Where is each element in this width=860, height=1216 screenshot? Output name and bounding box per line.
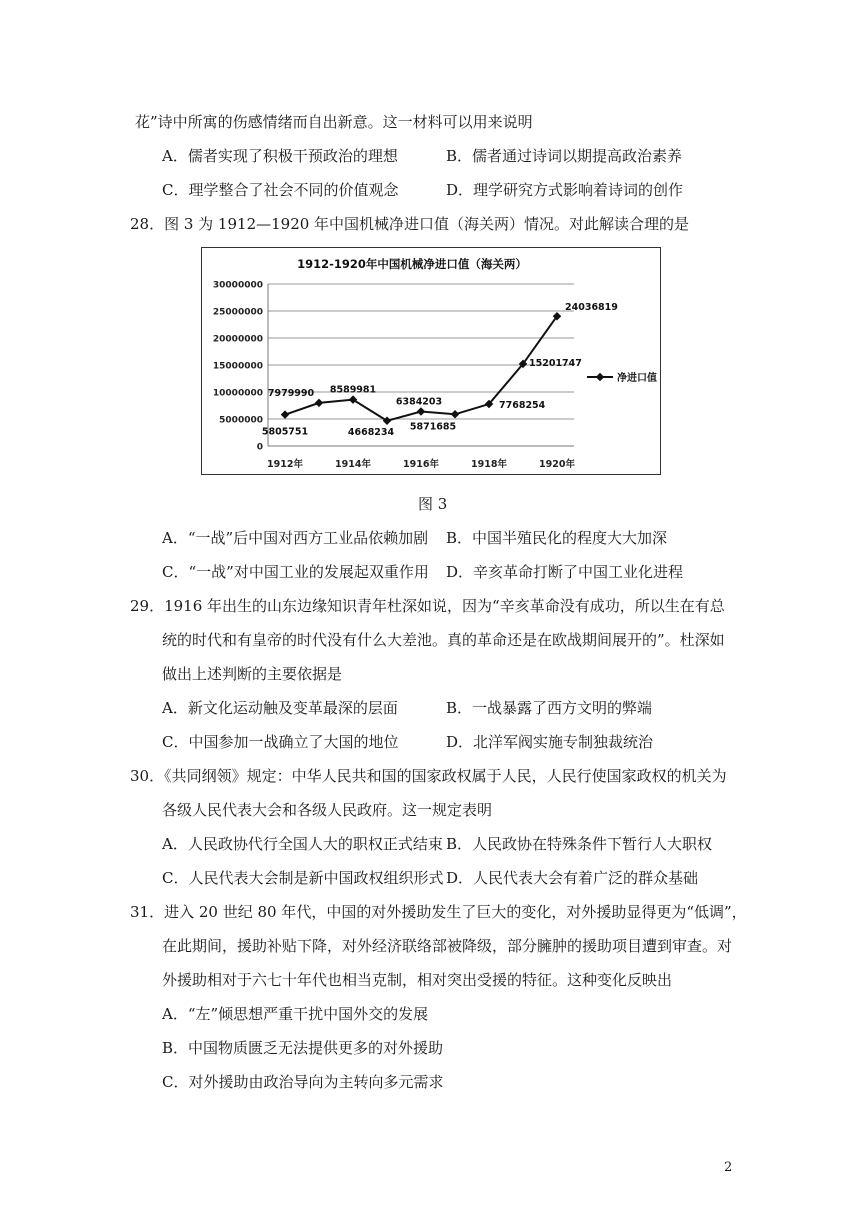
x-tick-label: 1918年	[471, 459, 507, 470]
q29-option-d[interactable]: D．北洋军阀实施专制独裁统治	[446, 733, 654, 751]
q27-option-d[interactable]: D．理学研究方式影响着诗词的创作	[446, 181, 684, 199]
data-label: 8589981	[329, 384, 377, 396]
q31-stem-line-3: 外援助相对于六七十年代也相当克制，相对突出受援的特征。这种变化反映出	[162, 971, 673, 989]
legend-label: 净进口值	[617, 373, 657, 384]
q28-option-d[interactable]: D．辛亥革命打断了中国工业化进程	[446, 563, 684, 581]
q29-option-b[interactable]: B．一战暴露了西方文明的弊端	[446, 699, 653, 717]
x-tick-label: 1916年	[403, 459, 439, 470]
q31-option-b[interactable]: B．中国物质匮乏无法提供更多的对外援助	[162, 1039, 444, 1057]
y-tick-label: 20000000	[212, 334, 263, 345]
data-point	[315, 399, 323, 407]
q27-stem-tail: 花”诗中所寓的伤感情绪而自出新意。这一材料可以用来说明	[135, 113, 533, 131]
page-number: 2	[724, 1160, 733, 1175]
q28-stem: 28．图 3 为 1912—1920 年中国机械净进口值（海关两）情况。对此解读合理的是	[130, 215, 690, 233]
y-tick-label: 0	[256, 442, 263, 453]
y-tick-label: 25000000	[212, 307, 263, 318]
q30-stem-line-2: 各级人民代表大会和各级人民政府。这一规定表明	[162, 801, 493, 819]
figure-caption: 图 3	[418, 495, 448, 513]
legend-marker	[596, 373, 604, 381]
q30-option-d[interactable]: D．人民代表大会有着广泛的群众基础	[446, 869, 699, 887]
q28-option-a[interactable]: A．“一战”后中国对西方工业品依赖加剧	[162, 529, 429, 547]
data-point	[281, 410, 289, 418]
q30-stem-line-1: 30．《共同纲领》规定：中华人民共和国的国家政权属于人民，人民行使国家政权的机关为	[130, 767, 727, 785]
y-tick-label: 5000000	[219, 415, 263, 426]
y-tick-label: 15000000	[212, 361, 263, 372]
data-label: 5871685	[409, 421, 457, 433]
y-tick-label: 10000000	[212, 388, 263, 399]
x-tick-label: 1920年	[539, 459, 575, 470]
q31-option-a[interactable]: A．“左”倾思想严重干扰中国外交的发展	[162, 1005, 429, 1023]
y-tick-label: 30000000	[212, 280, 263, 291]
x-tick-label: 1914年	[335, 459, 371, 470]
data-label: 7979990	[267, 387, 315, 399]
figure-3-chart	[201, 247, 661, 475]
q31-stem-line-1: 31．进入 20 世纪 80 年代，中国的对外援助发生了巨大的变化，对外援助显得更为“低调”，	[130, 903, 747, 921]
data-label: 7768254	[499, 400, 546, 412]
chart-title: 1912-1920年中国机械净进口值（海关两）	[297, 257, 527, 271]
chart-svg	[202, 248, 662, 476]
q29-stem-line-3: 做出上述判断的主要依据是	[162, 665, 343, 683]
q29-stem-line-2: 统的时代和有皇帝的时代没有什么大差池。真的革命还是在欧战期间展开的”。杜深如	[162, 631, 725, 649]
q30-option-b[interactable]: B．人民政协在特殊条件下暂行人大职权	[446, 835, 713, 853]
data-label: 4668234	[347, 426, 395, 438]
data-label: 5805751	[261, 426, 309, 438]
q27-option-b[interactable]: B．儒者通过诗词以期提高政治素养	[446, 147, 683, 165]
data-point	[417, 407, 425, 415]
q29-stem-line-1: 29．1916 年出生的山东边缘知识青年杜深如说，因为“辛亥革命没有成功，所以生在有总	[130, 597, 725, 615]
data-label: 15201747	[529, 357, 582, 369]
q27-option-a[interactable]: A．儒者实现了积极干预政治的理想	[162, 147, 398, 165]
x-tick-label: 1912年	[267, 459, 303, 470]
q31-option-c[interactable]: C．对外援助由政治导向为主转向多元需求	[162, 1073, 444, 1091]
q30-option-c[interactable]: C．人民代表大会制是新中国政权组织形式	[162, 869, 444, 887]
q29-option-c[interactable]: C．中国参加一战确立了大国的地位	[162, 733, 399, 751]
data-label: 6384203	[395, 396, 443, 408]
q31-stem-line-2: 在此期间，援助补贴下降，对外经济联络部被降级，部分臃肿的援助项目遭到审查。对	[162, 937, 733, 955]
q30-option-a[interactable]: A．人民政协代行全国人大的职权正式结束	[162, 835, 443, 853]
q28-option-b[interactable]: B．中国半殖民化的程度大大加深	[446, 529, 668, 547]
data-label: 24036819	[565, 302, 618, 314]
q29-option-a[interactable]: A．新文化运动触及变革最深的层面	[162, 699, 398, 717]
data-point	[451, 410, 459, 418]
q27-option-c[interactable]: C．理学整合了社会不同的价值观念	[162, 181, 399, 199]
q28-option-c[interactable]: C．“一战”对中国工业的发展起双重作用	[162, 563, 429, 581]
